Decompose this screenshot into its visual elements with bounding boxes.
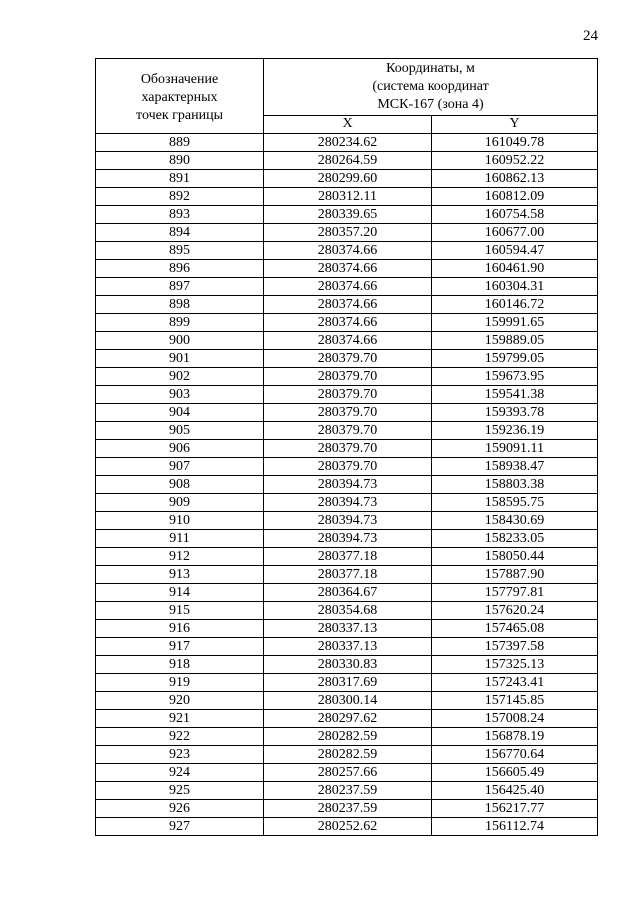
table-row [96, 656, 598, 674]
table-row [96, 224, 598, 242]
x-cell: 280364.67 [264, 584, 432, 602]
point-cell: 910 [96, 512, 264, 530]
y-cell: 160952.22 [432, 152, 598, 170]
y-column-header: Y [432, 115, 598, 134]
point-cell: 904 [96, 404, 264, 422]
table-row [96, 404, 598, 422]
y-cell: 158803.38 [432, 476, 598, 494]
x-cell: 280299.60 [264, 170, 432, 188]
y-cell: 156217.77 [432, 800, 598, 818]
y-cell: 157797.81 [432, 584, 598, 602]
y-cell: 158430.69 [432, 512, 598, 530]
table-row [96, 476, 598, 494]
y-cell: 159393.78 [432, 404, 598, 422]
x-cell: 280374.66 [264, 242, 432, 260]
point-cell: 912 [96, 548, 264, 566]
y-cell: 156605.49 [432, 764, 598, 782]
point-cell: 920 [96, 692, 264, 710]
table-row [96, 278, 598, 296]
y-cell: 159673.95 [432, 368, 598, 386]
x-cell: 280379.70 [264, 440, 432, 458]
x-cell: 280317.69 [264, 674, 432, 692]
y-cell: 160754.58 [432, 206, 598, 224]
x-cell: 280300.14 [264, 692, 432, 710]
y-cell: 157243.41 [432, 674, 598, 692]
x-cell: 280237.59 [264, 782, 432, 800]
table-row [96, 602, 598, 620]
y-cell: 159541.38 [432, 386, 598, 404]
table-row [96, 422, 598, 440]
x-cell: 280237.59 [264, 800, 432, 818]
x-cell: 280374.66 [264, 260, 432, 278]
x-cell: 280374.66 [264, 278, 432, 296]
point-cell: 915 [96, 602, 264, 620]
point-cell: 898 [96, 296, 264, 314]
table-row [96, 800, 598, 818]
table-row [96, 296, 598, 314]
x-cell: 280297.62 [264, 710, 432, 728]
x-cell: 280379.70 [264, 422, 432, 440]
table-row [96, 188, 598, 206]
point-cell: 921 [96, 710, 264, 728]
y-cell: 161049.78 [432, 134, 598, 152]
table-row [96, 368, 598, 386]
table-row [96, 242, 598, 260]
table-row [96, 764, 598, 782]
table-row [96, 548, 598, 566]
x-cell: 280394.73 [264, 512, 432, 530]
x-cell: 280379.70 [264, 404, 432, 422]
y-cell: 159991.65 [432, 314, 598, 332]
point-cell: 905 [96, 422, 264, 440]
point-cell: 917 [96, 638, 264, 656]
x-cell: 280374.66 [264, 332, 432, 350]
x-cell: 280394.73 [264, 530, 432, 548]
coordinates-group-header: Координаты, м (система координат МСК-167 (зона 4) [264, 59, 598, 116]
coordinates-table [95, 58, 598, 836]
point-cell: 903 [96, 386, 264, 404]
x-cell: 280379.70 [264, 350, 432, 368]
y-cell: 159889.05 [432, 332, 598, 350]
y-cell: 156425.40 [432, 782, 598, 800]
point-cell: 923 [96, 746, 264, 764]
point-cell: 889 [96, 134, 264, 152]
point-column-header: Обозначение характерных точек границы [96, 59, 264, 134]
y-cell: 160146.72 [432, 296, 598, 314]
x-column-header: X [264, 115, 432, 134]
table-row [96, 350, 598, 368]
y-cell: 157465.08 [432, 620, 598, 638]
x-cell: 280337.13 [264, 620, 432, 638]
table-row [96, 494, 598, 512]
table-row [96, 728, 598, 746]
y-cell: 158233.05 [432, 530, 598, 548]
x-cell: 280330.83 [264, 656, 432, 674]
y-cell: 160812.09 [432, 188, 598, 206]
x-cell: 280252.62 [264, 818, 432, 836]
y-cell: 156878.19 [432, 728, 598, 746]
x-cell: 280379.70 [264, 386, 432, 404]
y-cell: 157145.85 [432, 692, 598, 710]
y-cell: 157397.58 [432, 638, 598, 656]
y-cell: 156770.64 [432, 746, 598, 764]
point-cell: 924 [96, 764, 264, 782]
point-cell: 908 [96, 476, 264, 494]
y-cell: 160677.00 [432, 224, 598, 242]
y-cell: 157008.24 [432, 710, 598, 728]
y-cell: 159236.19 [432, 422, 598, 440]
x-cell: 280354.68 [264, 602, 432, 620]
y-cell: 157325.13 [432, 656, 598, 674]
point-cell: 899 [96, 314, 264, 332]
table-row [96, 386, 598, 404]
x-cell: 280339.65 [264, 206, 432, 224]
y-cell: 160304.31 [432, 278, 598, 296]
point-cell: 925 [96, 782, 264, 800]
point-cell: 890 [96, 152, 264, 170]
x-cell: 280377.18 [264, 548, 432, 566]
point-cell: 894 [96, 224, 264, 242]
x-cell: 280394.73 [264, 476, 432, 494]
point-cell: 918 [96, 656, 264, 674]
x-cell: 280377.18 [264, 566, 432, 584]
x-cell: 280374.66 [264, 314, 432, 332]
point-cell: 919 [96, 674, 264, 692]
y-cell: 158938.47 [432, 458, 598, 476]
point-cell: 895 [96, 242, 264, 260]
y-cell: 156112.74 [432, 818, 598, 836]
point-cell: 913 [96, 566, 264, 584]
y-cell: 159799.05 [432, 350, 598, 368]
x-cell: 280337.13 [264, 638, 432, 656]
point-cell: 892 [96, 188, 264, 206]
table-row [96, 638, 598, 656]
point-cell: 926 [96, 800, 264, 818]
point-cell: 909 [96, 494, 264, 512]
y-cell: 157887.90 [432, 566, 598, 584]
page-number: 24 [583, 28, 598, 44]
table-row [96, 314, 598, 332]
x-cell: 280357.20 [264, 224, 432, 242]
y-cell: 159091.11 [432, 440, 598, 458]
point-cell: 900 [96, 332, 264, 350]
table-row [96, 440, 598, 458]
point-cell: 897 [96, 278, 264, 296]
table-row [96, 620, 598, 638]
point-cell: 911 [96, 530, 264, 548]
table-row [96, 260, 598, 278]
table-row [96, 566, 598, 584]
y-cell: 160862.13 [432, 170, 598, 188]
table-body [96, 134, 598, 836]
point-cell: 907 [96, 458, 264, 476]
point-cell: 922 [96, 728, 264, 746]
table-row [96, 170, 598, 188]
x-cell: 280394.73 [264, 494, 432, 512]
point-cell: 901 [96, 350, 264, 368]
y-cell: 160461.90 [432, 260, 598, 278]
point-cell: 916 [96, 620, 264, 638]
x-cell: 280282.59 [264, 728, 432, 746]
table-row [96, 458, 598, 476]
x-cell: 280234.62 [264, 134, 432, 152]
table-row [96, 512, 598, 530]
table-row [96, 746, 598, 764]
x-cell: 280379.70 [264, 458, 432, 476]
point-cell: 906 [96, 440, 264, 458]
table-row [96, 782, 598, 800]
x-cell: 280312.11 [264, 188, 432, 206]
table-row [96, 530, 598, 548]
y-cell: 160594.47 [432, 242, 598, 260]
x-cell: 280257.66 [264, 764, 432, 782]
y-cell: 158050.44 [432, 548, 598, 566]
x-cell: 280282.59 [264, 746, 432, 764]
table-row [96, 152, 598, 170]
point-cell: 896 [96, 260, 264, 278]
table-row [96, 332, 598, 350]
x-cell: 280264.59 [264, 152, 432, 170]
point-cell: 914 [96, 584, 264, 602]
table-row [96, 674, 598, 692]
x-cell: 280379.70 [264, 368, 432, 386]
point-cell: 927 [96, 818, 264, 836]
point-cell: 891 [96, 170, 264, 188]
y-cell: 158595.75 [432, 494, 598, 512]
point-cell: 902 [96, 368, 264, 386]
table-row [96, 692, 598, 710]
x-cell: 280374.66 [264, 296, 432, 314]
table-row [96, 818, 598, 836]
table-row [96, 206, 598, 224]
y-cell: 157620.24 [432, 602, 598, 620]
table-row [96, 584, 598, 602]
point-cell: 893 [96, 206, 264, 224]
table-row [96, 710, 598, 728]
table-row [96, 134, 598, 152]
